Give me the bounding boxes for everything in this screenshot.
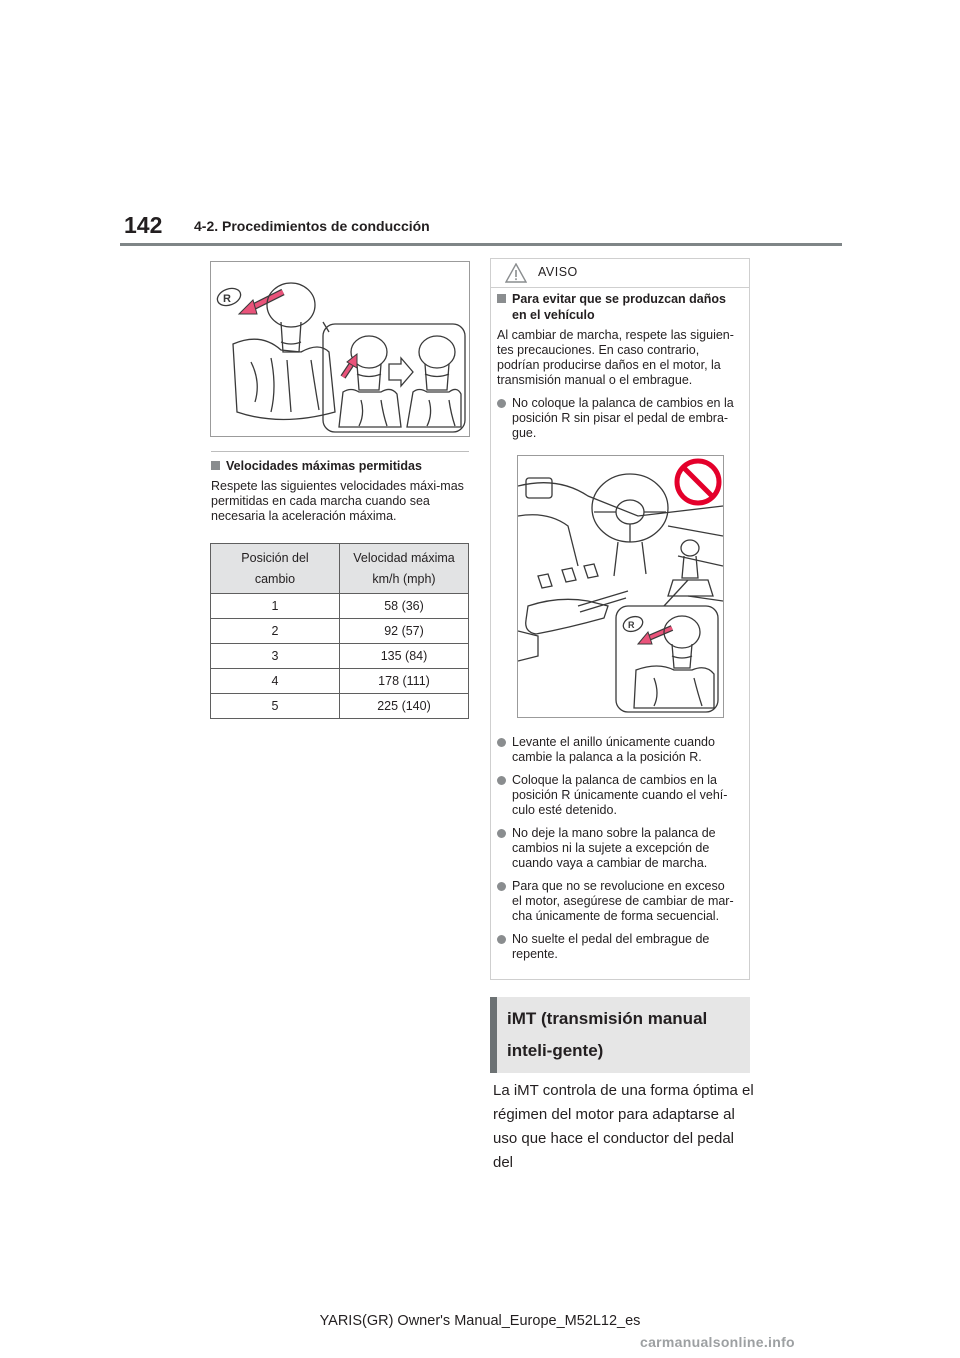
bullet-dot-icon bbox=[497, 399, 506, 408]
bullet-dot-icon bbox=[497, 935, 506, 944]
warning-heading: Para evitar que se produzcan daños en el vehículo bbox=[512, 292, 726, 322]
table-row: 3 135 (84) bbox=[211, 644, 469, 669]
max-speed-table bbox=[210, 543, 469, 719]
bullet-dot-icon bbox=[497, 738, 506, 747]
reverse-label: R bbox=[628, 620, 635, 630]
imt-section-header bbox=[490, 997, 750, 1073]
shift-lever-reverse-illustration bbox=[210, 261, 470, 437]
list-item: Levante el anillo únicamente cuando cambie la palanca a la posición R. bbox=[497, 735, 737, 765]
prohibition-icon bbox=[677, 461, 719, 503]
imt-text: La iMT controla de una forma óptima el régimen del motor para adaptarse al uso que hace el conductor del pedal del bbox=[493, 1082, 754, 1171]
header-divider bbox=[120, 243, 842, 246]
reverse-label: R bbox=[223, 293, 231, 305]
imt-title: iMT (transmisión manual inteli-gente) bbox=[507, 1009, 708, 1060]
page-number: 142 bbox=[124, 212, 163, 238]
list-item: No deje la mano sobre la palanca de cambios ni la sujete a excepción de cuando vaya a cambiar de marcha. bbox=[497, 826, 737, 871]
table-row: 4 178 (111) bbox=[211, 669, 469, 694]
square-bullet-icon bbox=[211, 461, 220, 470]
warning-title: AVISO bbox=[538, 265, 578, 279]
cockpit-prohibition-illustration bbox=[517, 455, 724, 718]
list-item: No coloque la palanca de cambios en la posición R sin pisar el pedal de embra-gue. bbox=[497, 396, 737, 441]
table-row: 2 92 (57) bbox=[211, 619, 469, 644]
max-speeds-heading: Velocidades máximas permitidas bbox=[226, 459, 422, 473]
table-row: 5 225 (140) bbox=[211, 694, 469, 719]
square-bullet-icon bbox=[497, 294, 506, 303]
list-item: Coloque la palanca de cambios en la posición R únicamente cuando el vehí-culo esté detenido. bbox=[497, 773, 737, 818]
manual-footer: YARIS(GR) Owner's Manual_Europe_M52L12_es bbox=[319, 1313, 641, 1329]
watermark: carmanualsonline.info bbox=[640, 1334, 795, 1350]
section-title: 4-2. Procedimientos de conducción bbox=[194, 218, 430, 234]
max-speeds-text: Respete las siguientes velocidades máxi-mas permitidas en cada marcha cuando sea necesaria la aceleración máxima. bbox=[211, 479, 464, 523]
bullet-dot-icon bbox=[497, 776, 506, 785]
column-header-speed: Velocidad máxima km/h (mph) bbox=[340, 544, 469, 594]
bullet-dot-icon bbox=[497, 882, 506, 891]
section-accent-bar bbox=[490, 997, 497, 1073]
list-item: No suelte el pedal del embrague de repente. bbox=[497, 932, 737, 962]
warning-triangle-icon bbox=[505, 263, 527, 283]
warning-intro: Al cambiar de marcha, respete las siguien-tes precauciones. En caso contrario, podrían producirse daños en el motor, la transmisión manual o el embrague. bbox=[497, 328, 734, 387]
table-header-row bbox=[211, 544, 469, 594]
max-speeds-section bbox=[211, 451, 469, 524]
column-header-gear: Posición del cambio bbox=[211, 544, 340, 594]
bullet-dot-icon bbox=[497, 829, 506, 838]
table-row: 1 58 (36) bbox=[211, 594, 469, 619]
list-item: Para que no se revolucione en exceso el motor, asegúrese de cambiar de mar-cha únicamente de forma secuencial. bbox=[497, 879, 737, 924]
warning-header bbox=[491, 259, 749, 288]
